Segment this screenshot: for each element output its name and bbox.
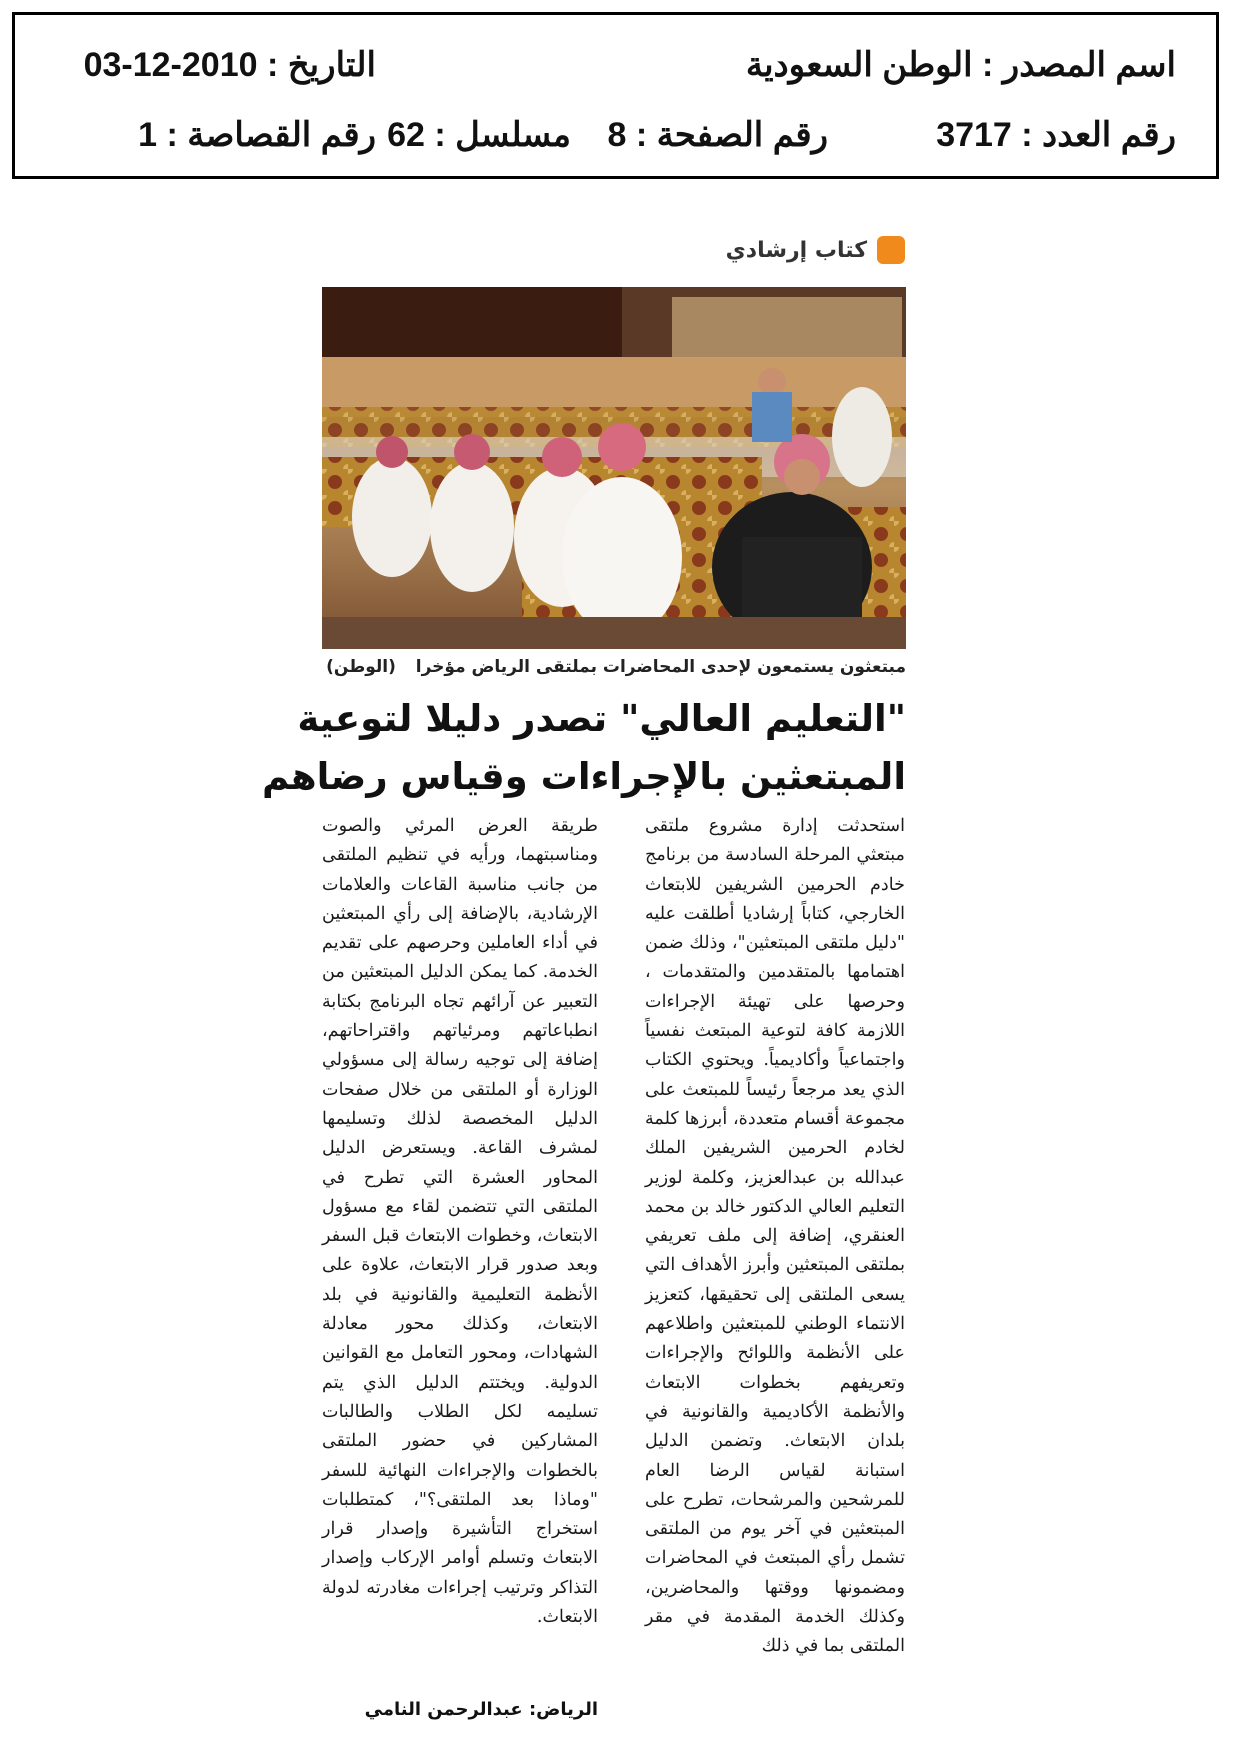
date-field	[84, 45, 376, 85]
page-value: 8	[607, 116, 627, 154]
serial-value: 62	[387, 116, 425, 154]
issue-label: رقم العدد :	[1021, 116, 1176, 154]
date-value: 03-12-2010	[83, 46, 258, 84]
body-column-left	[322, 812, 598, 1632]
section-label: كتاب إرشادي	[725, 237, 867, 263]
headline-line-1: "التعليم العالي" تصدر دليلا لتوعية	[297, 697, 906, 740]
source-field	[746, 45, 1176, 85]
issue-value: 3717	[936, 116, 1012, 154]
body-column-right	[645, 812, 905, 1662]
serial-field	[387, 115, 571, 155]
caption-text: مبتعثون يستمعون لإحدى المحاضرات بملتقى الرياض مؤخرا	[415, 657, 906, 677]
article-headline	[262, 690, 906, 806]
page-label: رقم الصفحة :	[635, 116, 828, 154]
section-tag	[726, 236, 905, 264]
clip-value: 1	[138, 116, 158, 154]
clip-field	[138, 115, 376, 155]
page-field	[607, 115, 828, 155]
headline-line-2: المبتعثين بالإجراءات وقياس رضاهم	[262, 755, 906, 798]
clip-label: رقم القصاصة :	[166, 116, 376, 154]
article-photo	[322, 287, 906, 649]
audience-photo-illustration	[322, 287, 906, 649]
serial-label: مسلسل :	[434, 116, 571, 154]
clipping-header	[12, 12, 1219, 179]
section-marker-icon	[877, 236, 905, 264]
byline: الرياض: عبدالرحمن النامي	[364, 1699, 598, 1720]
issue-field	[936, 115, 1176, 155]
body-text-left: طريقة العرض المرئي والصوت ومناسبتهما، ورأيه في تنظيم الملتقى من جانب مناسبة القاعات والعلامات الإرشادية، بالإضافة إلى رأي المبتعثين في أداء العاملين وحرصهم على تقديم الخدمة. كما يمكن الدليل المبتعثين من التعبير عن آرائهم تجاه البرنامج بكتابة انطباعاتهم ومرئياتهم واقتراحاتهم، إضافة إلى توجيه رسالة إلى مسؤولي الوزارة أو الملتقى من خلال صفحات الدليل المخصصة لذلك وتسليمها لمشرف القاعة. ويستعرض الدليل المحاور العشرة التي تطرح في الملتقى التي تتضمن لقاء مع مسؤول الابتعاث، وخطوات الابتعاث قبل السفر وبعد صدور قرار الابتعاث، علاوة على الأنظمة التعليمية والقانونية في بلد الابتعاث، وكذلك محور معادلة الشهادات، ومحور التعامل مع القوانين الدولية. ويختتم الدليل الذي يتم تسليمه لكل الطلاب والطالبات المشاركين في حضور الملتقى بالخطوات والإجراءات النهائية للسفر "وماذا بعد الملتقى؟"، كمتطلبات استخراج التأشيرة وإصدار قرار الابتعاث وتسلم أوامر الإركاب وإصدار التذاكر وترتيب إجراءات مغادرته لدولة الابتعاث.	[322, 816, 598, 1628]
photo-credit: (الوطن)	[326, 657, 396, 677]
source-value: الوطن السعودية	[745, 46, 973, 84]
photo-caption	[322, 657, 906, 677]
body-text-right: استحدثت إدارة مشروع ملتقى مبتعثي المرحلة السادسة من برنامج خادم الحرمين الشريفين للابتعاث الخارجي، كتاباً إرشاديا أطلقت عليه "دليل ملتقى المبتعثين"، وذلك ضمن اهتمامها بالمتقدمين والمتقدمات ، وحرصها على تهيئة الإجراءات اللازمة كافة لتوعية المبتعث نفسياً واجتماعياً وأكاديمياً. ويحتوي الكتاب الذي يعد مرجعاً رئيساً للمبتعث على مجموعة أقسام متعددة، أبرزها كلمة لخادم الحرمين الشريفين الملك عبدالله بن عبدالعزيز، وكلمة لوزير التعليم العالي الدكتور خالد بن محمد العنقري، إضافة إلى ملف تعريفي بملتقى المبتعثين وأبرز الأهداف التي يسعى الملتقى إلى تحقيقها، كتعزيز الانتماء الوطني للمبتعثين واطلاعهم على الأنظمة واللوائح والإجراءات وتعريفهم بخطوات الابتعاث والأنظمة الأكاديمية والقانونية في بلدان الابتعاث. وتضمن الدليل استبانة لقياس الرضا العام للمرشحين والمرشحات، تطرح على المبتعثين في آخر يوم من الملتقى تشمل رأي المبتعث في المحاضرات ومضمونها ووقتها والمحاضرين، وكذلك الخدمة المقدمة في مقر الملتقى بما في ذلك	[645, 816, 905, 1657]
date-label: التاريخ :	[266, 46, 376, 84]
source-label: اسم المصدر :	[982, 46, 1176, 84]
